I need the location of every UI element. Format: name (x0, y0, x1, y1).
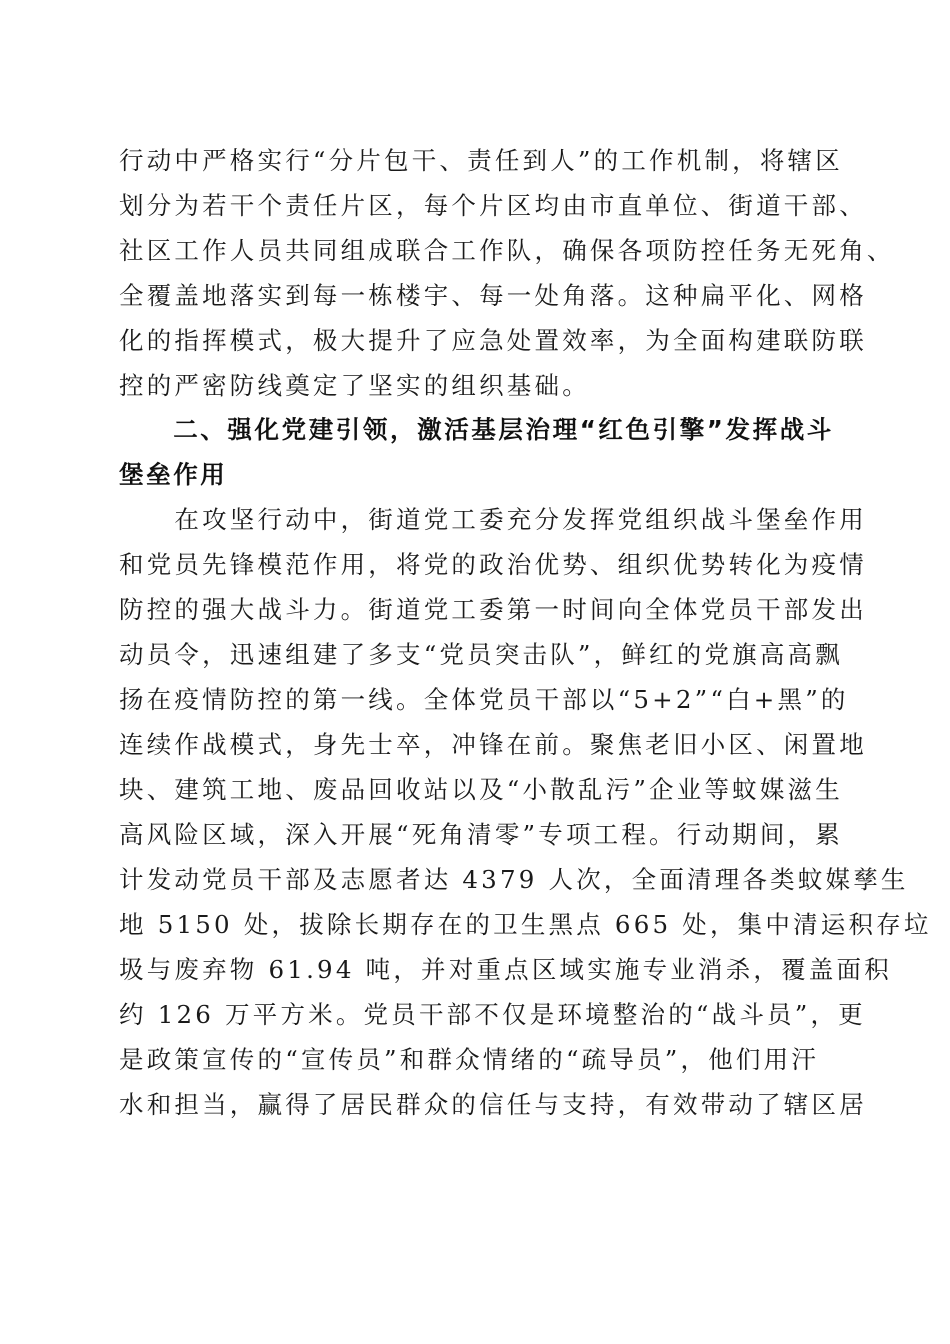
paragraph-line: 地 5150 处，拔除长期存在的卫生黑点 665 处，集中清运积存垃 (119, 910, 932, 939)
paragraph-line: 约 126 万平方米。党员干部不仅是环境整治的“战斗员”，更 (119, 1000, 866, 1029)
paragraph-line: 连续作战模式，身先士卒，冲锋在前。聚焦老旧小区、闲置地 (119, 730, 867, 759)
paragraph-line: 行动中严格实行“分片包干、责任到人”的工作机制，将辖区 (119, 146, 843, 175)
paragraph-line: 全覆盖地落实到每一栋楼宇、每一处角落。这种扁平化、网格 (119, 281, 867, 310)
paragraph-line: 划分为若干个责任片区，每个片区均由市直单位、街道干部、 (119, 191, 867, 220)
paragraph-line: 防控的强大战斗力。街道党工委第一时间向全体党员干部发出 (119, 595, 867, 624)
heading-line: 二、强化党建引领，激活基层治理“红色引擎”发挥战斗 (119, 415, 834, 444)
paragraph-line: 控的严密防线奠定了坚实的组织基础。 (119, 371, 590, 400)
paragraph-line: 动员令，迅速组建了多支“党员突击队”，鲜红的党旗高高飘 (119, 640, 843, 669)
paragraph-line: 圾与废弃物 61.94 吨，并对重点区域实施专业消杀，覆盖面积 (119, 955, 892, 984)
paragraph-line: 高风险区域，深入开展“死角清零”专项工程。行动期间，累 (119, 820, 843, 849)
paragraph-line: 是政策宣传的“宣传员”和群众情绪的“疏导员”，他们用汗 (119, 1045, 819, 1074)
heading-line: 堡垒作用 (119, 460, 228, 489)
paragraph-line: 在攻坚行动中，街道党工委充分发挥党组织战斗堡垒作用 (119, 505, 867, 534)
paragraph-line: 计发动党员干部及志愿者达 4379 人次，全面清理各类蚊媒孳生 (119, 865, 909, 894)
paragraph-line: 水和担当，赢得了居民群众的信任与支持，有效带动了辖区居 (119, 1090, 867, 1119)
paragraph-line: 社区工作人员共同组成联合工作队，确保各项防控任务无死角、 (119, 236, 895, 265)
paragraph-line: 扬在疫情防控的第一线。全体党员干部以“5+2”“白+黑”的 (119, 685, 849, 714)
paragraph-line: 化的指挥模式，极大提升了应急处置效率，为全面构建联防联 (119, 326, 867, 355)
paragraph-line: 和党员先锋模范作用，将党的政治优势、组织优势转化为疫情 (119, 550, 867, 579)
paragraph-line: 块、建筑工地、废品回收站以及“小散乱污”企业等蚊媒滋生 (119, 775, 843, 804)
